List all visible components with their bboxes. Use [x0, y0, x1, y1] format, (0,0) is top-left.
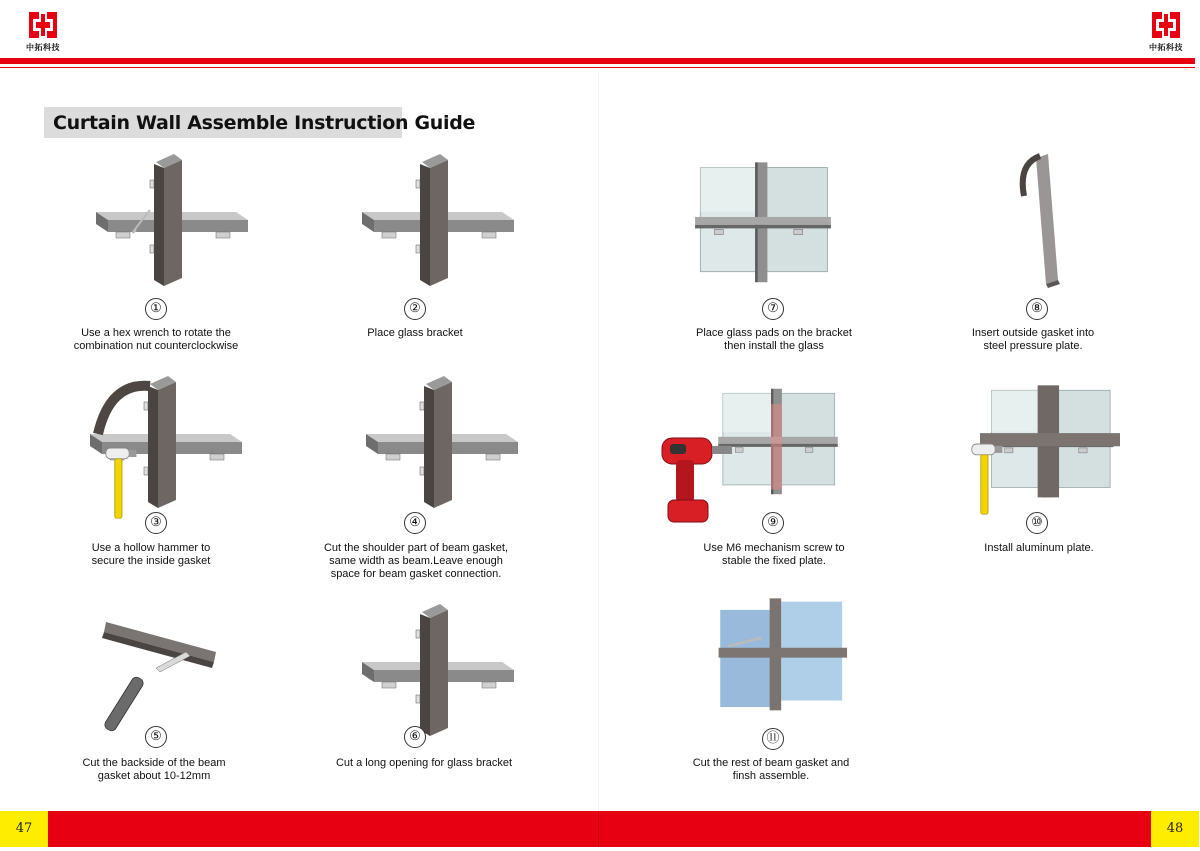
step-1-illustration: [86, 150, 256, 290]
step-2-caption-line: Place glass bracket: [367, 327, 463, 339]
step-6-caption-line: Cut a long opening for glass bracket: [335, 757, 513, 769]
step-4-illustration: [356, 372, 526, 512]
step-11-number: ⑪: [762, 728, 784, 750]
step-8-caption-line: steel pressure plate.: [983, 340, 1083, 352]
step-9-caption: [654, 542, 894, 568]
step-4-caption-line: same width as beam.Leave enough: [329, 555, 503, 567]
footer-bar: [48, 811, 1151, 847]
step-3-number: ③: [145, 512, 167, 534]
logo-text: 中拓科技: [26, 43, 60, 52]
page-footer: [0, 811, 1200, 847]
step-7-caption-line: then install the glass: [724, 340, 824, 352]
step-10-caption: [919, 542, 1159, 555]
step-7-caption-line: Place glass pads on the bracket: [696, 327, 852, 339]
step-6-number: ⑥: [404, 726, 426, 748]
hollow-hammer-icon: [104, 444, 140, 524]
step-9-caption-line: stable the fixed plate.: [722, 555, 826, 567]
step-2-illustration: [352, 150, 522, 290]
step-8-illustration: [1000, 150, 1080, 290]
step-8-caption: [913, 327, 1153, 353]
company-logo-right: [1146, 10, 1186, 54]
step-1-caption: [36, 327, 276, 353]
step-5-caption: [34, 757, 274, 783]
step-8-caption-line: Insert outside gasket into: [971, 327, 1095, 339]
step-4-caption-line: space for beam gasket connection.: [330, 568, 502, 580]
step-8-number: ⑧: [1026, 298, 1048, 320]
logo-mark-icon: [1150, 10, 1182, 40]
step-4-caption: [296, 542, 536, 581]
step-5-number: ⑤: [145, 726, 167, 748]
step-5-illustration: [96, 612, 266, 752]
step-3-caption-line: Use a hollow hammer to: [91, 542, 211, 554]
step-10-number: ⑩: [1026, 512, 1048, 534]
step-1-number: ①: [145, 298, 167, 320]
step-7-caption: [654, 327, 894, 353]
step-6-illustration: [352, 600, 522, 740]
step-3-caption-line: secure the inside gasket: [91, 555, 211, 567]
step-1-caption-line: combination nut counterclockwise: [73, 340, 239, 352]
step-7-number: ⑦: [762, 298, 784, 320]
page-number-right: 48: [1151, 811, 1199, 847]
step-4-number: ④: [404, 512, 426, 534]
step-9-caption-line: Use M6 mechanism screw to: [703, 542, 845, 554]
step-4-caption-line: Cut the shoulder part of beam gasket,: [323, 542, 509, 554]
page-number-left: 47: [0, 811, 48, 847]
header-rule-thick: [0, 58, 1195, 64]
step-2-caption: [295, 327, 535, 340]
step-11-caption: [651, 757, 891, 783]
guide-title: Curtain Wall Assemble Instruction Guide: [53, 112, 476, 134]
electric-drill-icon: [656, 430, 736, 526]
footer-divider: [598, 811, 599, 847]
step-10-caption-line: Install aluminum plate.: [984, 542, 1094, 554]
step-2-number: ②: [404, 298, 426, 320]
logo-text: 中拓科技: [1149, 43, 1183, 52]
step-5-caption-line: gasket about 10-12mm: [97, 770, 211, 782]
guide-title-box: [44, 107, 476, 138]
step-11-caption-line: finsh assemble.: [732, 770, 810, 782]
step-7-illustration: [688, 144, 838, 304]
step-5-caption-line: Cut the backside of the beam: [82, 757, 226, 769]
page-fold-divider: [598, 70, 599, 811]
hammer-icon: [970, 440, 1006, 520]
step-11-caption-line: Cut the rest of beam gasket and: [692, 757, 850, 769]
logo-mark-icon: [27, 10, 59, 40]
company-logo-left: [23, 10, 63, 54]
step-1-caption-line: Use a hex wrench to rotate the: [81, 327, 231, 339]
step-6-caption: [304, 757, 544, 770]
step-9-number: ⑨: [762, 512, 784, 534]
header-rule-thin: [0, 67, 1195, 68]
step-11-illustration: [712, 588, 852, 724]
step-3-caption: [31, 542, 271, 568]
